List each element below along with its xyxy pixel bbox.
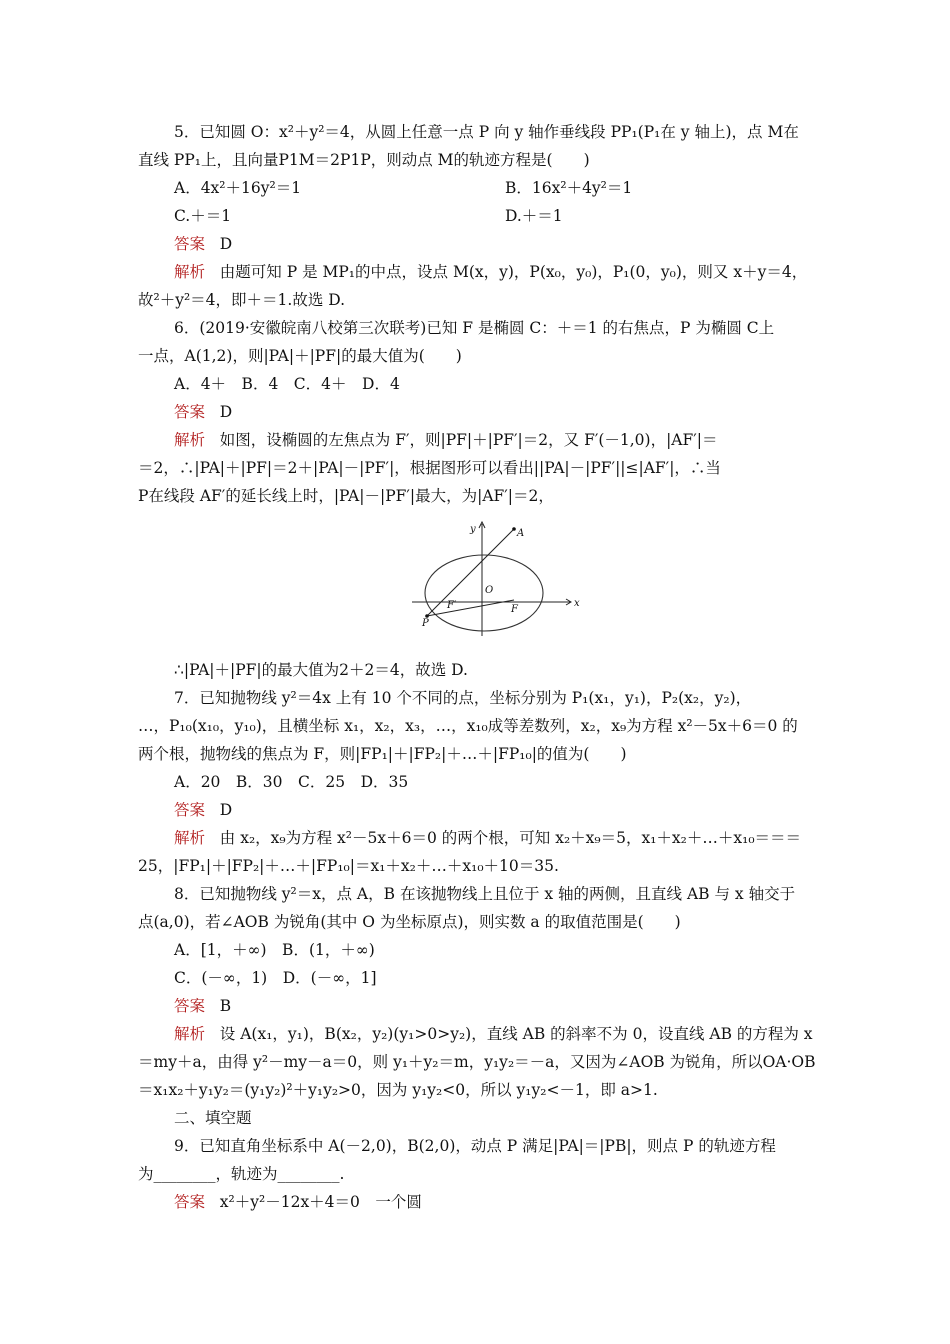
label-x: x bbox=[574, 598, 580, 609]
q6-line2: 一点，A(1,2)，则|PA|＋|PF|的最大值为( ) bbox=[138, 347, 462, 365]
section-title: 二、填空题 bbox=[174, 1109, 252, 1127]
q8-options-row2: C．(－∞，1) D．(－∞，1] bbox=[174, 969, 377, 987]
q8-analysis-text1: 设 A(x₁，y₁)，B(x₂，y₂)(y₁>0>y₂)，直线 AB 的斜率不为 0，设直线 AB 的方程为 x bbox=[219, 1025, 813, 1043]
q5-line1: 5．已知圆 O：x²＋y²＝4，从圆上任意一点 P 向 y 轴作垂线段 PP₁(P₁在 y 轴上)，点 M在 bbox=[174, 123, 799, 141]
q7-answer bbox=[174, 800, 232, 820]
q6-analysis-label: 解析 bbox=[174, 431, 206, 449]
q7-analysis-text1: 由 x₂，x₉为方程 x²－5x＋6＝0 的两个根，可知 x₂＋x₉＝5，x₁＋x₂＋…＋x₁₀＝＝＝ bbox=[219, 829, 802, 847]
q5-analysis-line2: 故²＋y²＝4，即＋＝1.故选 D. bbox=[138, 291, 346, 309]
q8-answer-value: B bbox=[219, 997, 232, 1015]
q8-analysis-line2: ＝my＋a，由得 y²－my－a＝0，则 y₁＋y₂＝m，y₁y₂＝－a，又因为∠AOB 为锐角，所以OA·OB bbox=[138, 1053, 816, 1071]
label-a: A bbox=[517, 528, 525, 539]
q6-options: A．4＋ B．4 C．4＋ D．4 bbox=[174, 375, 400, 393]
q7-answer-value: D bbox=[219, 801, 233, 819]
q9-answer-label: 答案 bbox=[174, 1193, 206, 1211]
q5-option-b: B．16x²＋4y²＝1 bbox=[505, 179, 633, 197]
q6-line1: 6．(2019·安徽皖南八校第三次联考)已知 F 是椭圆 C：＋＝1 的右焦点，P 为椭圆 C上 bbox=[174, 319, 775, 337]
q6-analysis-text1: 如图，设椭圆的左焦点为 F′，则|PF|＋|PF′|＝2，又 F′(－1,0)，|AF′|＝ bbox=[219, 431, 718, 449]
q6-answer-value: D bbox=[219, 403, 233, 421]
q6-answer-label: 答案 bbox=[174, 403, 206, 421]
q9-line2: 为________，轨迹为________. bbox=[138, 1165, 345, 1183]
q5-answer-label: 答案 bbox=[174, 235, 206, 253]
q8-analysis-line3: ＝x₁x₂＋y₁y₂＝(y₁y₂)²＋y₁y₂>0，因为 y₁y₂<0，所以 y₁y₂<－1，即 a>1. bbox=[138, 1081, 658, 1099]
q8-line2: 点(a,0)，若∠AOB 为锐角(其中 O 为坐标原点)，则实数 a 的取值范围是( ) bbox=[138, 913, 681, 931]
q5-option-a: A．4x²＋16y²＝1 bbox=[174, 179, 302, 197]
q6-analysis-line1 bbox=[174, 430, 718, 450]
q8-analysis-line1 bbox=[174, 1024, 813, 1044]
q9-answer bbox=[174, 1192, 422, 1212]
q5-option-c: C.＋＝1 bbox=[174, 207, 232, 225]
label-f: F bbox=[511, 604, 518, 615]
q5-options-row1 bbox=[174, 178, 633, 198]
q7-line1: 7．已知抛物线 y²＝4x 上有 10 个不同的点，坐标分别为 P₁(x₁，y₁)，P₂(x₂，y₂)， bbox=[174, 689, 752, 707]
q6-analysis-line2: ＝2，∴|PA|＋|PF|＝2＋|PA|－|PF′|，根据图形可以看出||PA|－|PF′||≤|AF′|，∴当 bbox=[138, 459, 721, 477]
q8-answer-label: 答案 bbox=[174, 997, 206, 1015]
q7-analysis-line2: 25，|FP₁|＋|FP₂|＋…＋|FP₁₀|＝x₁＋x₂＋…＋x₁₀＋10＝35. bbox=[138, 857, 559, 875]
q7-line2: …，P₁₀(x₁₀，y₁₀)，且横坐标 x₁，x₂，x₃，…，x₁₀成等差数列，x₂，x₉为方程 x²－5x＋6＝0 的 bbox=[138, 717, 798, 735]
label-origin: O bbox=[485, 585, 494, 596]
q9-line1: 9．已知直角坐标系中 A(－2,0)，B(2,0)，动点 P 满足|PA|＝|PB|，则点 P 的轨迹方程 bbox=[174, 1137, 776, 1155]
q6-conclusion: ∴|PA|＋|PF|的最大值为2＋2＝4，故选 D. bbox=[174, 661, 468, 679]
q7-line3: 两个根，抛物线的焦点为 F，则|FP₁|＋|FP₂|＋…＋|FP₁₀|的值为( ) bbox=[138, 745, 627, 763]
ellipse-curve bbox=[425, 555, 543, 631]
q9-answer-value: x²＋y²－12x＋4＝0 一个圆 bbox=[219, 1193, 422, 1211]
q7-options: A．20 B．30 C．25 D．35 bbox=[174, 773, 409, 791]
q5-line2: 直线 PP₁上，且向量P1M＝2P1P，则动点 M的轨迹方程是( ) bbox=[138, 151, 590, 169]
q7-analysis-label: 解析 bbox=[174, 829, 206, 847]
q7-analysis-line1 bbox=[174, 828, 801, 848]
q5-analysis-text1: 由题可知 P 是 MP₁的中点，设点 M(x，y)，P(x₀，y₀)，P₁(0，y₀)，则又 x＋y＝4， bbox=[219, 263, 808, 281]
q8-analysis-label: 解析 bbox=[174, 1025, 206, 1043]
q8-options-row1: A．[1，＋∞) B．(1，＋∞) bbox=[174, 941, 375, 959]
q5-analysis-label: 解析 bbox=[174, 263, 206, 281]
point-a-dot bbox=[512, 527, 516, 531]
q8-answer bbox=[174, 996, 231, 1016]
label-f-prime: F′ bbox=[447, 600, 457, 611]
q5-options-row2 bbox=[174, 206, 563, 226]
ellipse-diagram bbox=[410, 518, 585, 640]
q6-answer bbox=[174, 402, 232, 422]
label-p: P bbox=[422, 618, 429, 629]
q5-analysis-line1 bbox=[174, 262, 807, 282]
line-p-a bbox=[427, 529, 514, 616]
q5-option-d: D.＋＝1 bbox=[505, 207, 563, 225]
q7-answer-label: 答案 bbox=[174, 801, 206, 819]
q6-analysis-line3: P在线段 AF′的延长线上时，|PA|－|PF′|最大，为|AF′|＝2， bbox=[138, 487, 554, 505]
label-y: y bbox=[470, 524, 476, 535]
q5-answer-value: D bbox=[219, 235, 233, 253]
q5-answer bbox=[174, 234, 232, 254]
q8-line1: 8．已知抛物线 y²＝x，点 A，B 在该抛物线上且位于 x 轴的两侧，且直线 AB 与 x 轴交于 bbox=[174, 885, 796, 903]
